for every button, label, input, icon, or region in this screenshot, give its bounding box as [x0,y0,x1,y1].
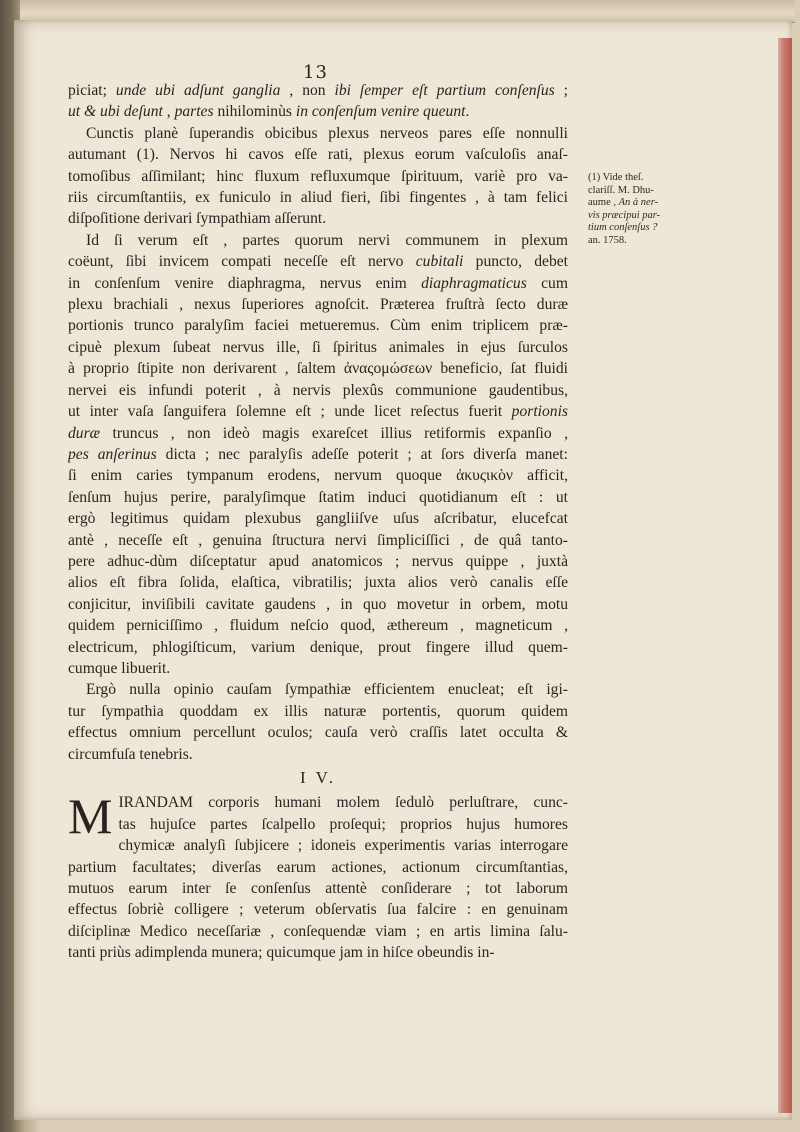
text-line: coëunt, ſibi invicem compati neceſſe eſt nervo cubitali puncto, debet [68,253,568,271]
text-line: pere adhuc-dùm diſceptatur apud anatomicos ; nervus quippe , juxtà [68,552,568,570]
text-line: portionis trunco paralyſim faciei metueremus. Cùm enim triplicem præ- [68,317,568,335]
text-line: Id ſi verum eſt , partes quorum nervi communem in plexum [86,231,568,249]
paragraph-2 [68,230,568,680]
text-line: effectus omnium percellunt oculos; cauſa verò craſſis latet occulta & [68,724,568,742]
text-line: cumque libuerit. [68,659,171,677]
text-line: autumant (1). Nervos hi cavos eſſe rati, plexus eorum vaſculoſis anaſ- [68,146,568,164]
page-edge-red [778,38,792,1113]
text-line: plexu brachiali , nexus ſuperiores agnoſcit. Præterea fruſtrà ſecto duræ [68,296,568,314]
text-line: diſciplinæ Medico neceſſariæ , conſequendæ viam ; en artis limina ſalu- [68,922,568,940]
text-line: diſpoſitione derivari ſympathiam aſſerunt. [68,210,327,228]
text-line: mutuos earum inter ſe conſenſus attentè conſiderare ; tot laborum [68,880,568,898]
paragraph-1 [68,123,568,230]
text-line: electricum, phlogiſticum, varium denique, prout fingere illud quem- [68,638,568,656]
text-line: tur ſympathia quoddam ex illis naturæ portentis, quorum quidem [68,702,568,720]
text-line: quidem perniciſſimo , fluidum neſcio quod, æthereum , magneticum , [68,617,568,635]
text-line: ergò legitimus quidam plexubus gangliiſve uſus aſcribatur, elucefcat [68,510,568,528]
text-line: Ergò nulla opinio cauſam ſympathiæ efficientem enucleat; eſt igi- [86,681,568,699]
paragraph-3 [68,679,568,765]
text-line: antè , neceſſe eſt , genuina ſtructura nervi ſimpliciſſici , de quâ tanto- [68,531,568,549]
text-line: ſi enim caries tympanum erodens, nervum quoque ἀκυςικὸν afficit, [68,467,568,485]
opening-lines [68,80,568,123]
text-line: pes anſerinus dicta ; nec paralyſis adeſſe poterit ; at ſors diverſa manet: [68,445,568,463]
text-line: nervei eis infundi poterit , à nervis plexûs communione gaudentibus, [68,381,568,399]
text-line: piciat; unde ubi adſunt ganglia , non ibi ſemper eſt partium conſenſus ; [68,82,568,99]
text-line: ut & ubi deſunt , partes nihilominùs in conſenſum venire queunt. [68,103,470,121]
text-line: ſenſum hujus perire, paralyſimque ſtatim induci quotidianum eſt : ut [68,488,568,506]
paragraph-4 [68,788,568,963]
drop-cap: M [68,788,113,845]
text-line: IRANDAM corporis humani molem ſedulò perluſtrare, cunc- [118,794,568,812]
text-line: in conſenſum venire diaphragma, nervus enim diaphragmaticus cum [68,274,568,292]
body-text [68,80,568,964]
text-line: conjicitur, inviſibili cavitate gaudens , in quo movetur in orbem, motu [68,595,568,613]
text-line: Cunctis planè ſuperandis obicibus plexus nerveos pares eſſe nonnulli [86,124,568,142]
text-line: an. 1758. [588,234,627,246]
text-line: alios eſt fibra ſolida, elaſtica, vibratilis; juxta alios verò canalis eſſe [68,574,568,592]
text-line: tium conſenſus ? [588,222,658,233]
text-line: riis circumſtantiis, ex funiculo in aliud fieri, ſibi fingentes , à tam felici [68,189,568,207]
section-heading: I V. [300,768,336,787]
page-number: 13 [303,62,328,83]
text-line: ut inter vaſa ſanguifera ſolemne eſt ; unde licet reſectus fuerit portionis [68,403,568,421]
text-line: tanti priùs adimplenda munera; quicumque jam in hiſce obeundis in- [68,944,495,962]
text-line: tas hujuſce partes ſcalpello proſequi; proprios hujus humores [118,815,568,833]
text-line: duræ truncus , non ideò magis exareſcet illius retiformis expanſio , [68,424,568,442]
text-line: tomoſibus aſſimilant; hinc fluxum refluxumque ſpirituum, variè pro va- [68,167,568,185]
text-line: clariſſ. M. Dhu- [588,184,654,196]
text-line: partium facultates; diverſas earum actiones, actionum circumſtantias, [68,858,568,876]
text-line: à proprio ſtipite non derivarent , ſaltem ἀναςομώσεων beneficio, ſat fluidi [68,360,568,378]
text-line: cipuè plexum ſubeat nervus ille, ſi ſpiritus animales in ejus ſurculos [68,338,568,356]
text-line: circumfuſa tenebris. [68,745,193,763]
text-line: vis præcipui par- [588,209,661,221]
paragraph-4-lines [68,788,568,963]
text-line: (1) Vide theſ. [588,172,644,183]
text-line: effectus ſobriè colligere ; veterum obſervatis ſua falcire : en genuinam [68,901,568,919]
text-line: chymicæ analyſi ſubjicere ; idoneis experimentis varias interrogare [118,837,568,855]
margin-footnote [588,172,680,247]
text-line: aume , An à ner- [588,197,659,208]
